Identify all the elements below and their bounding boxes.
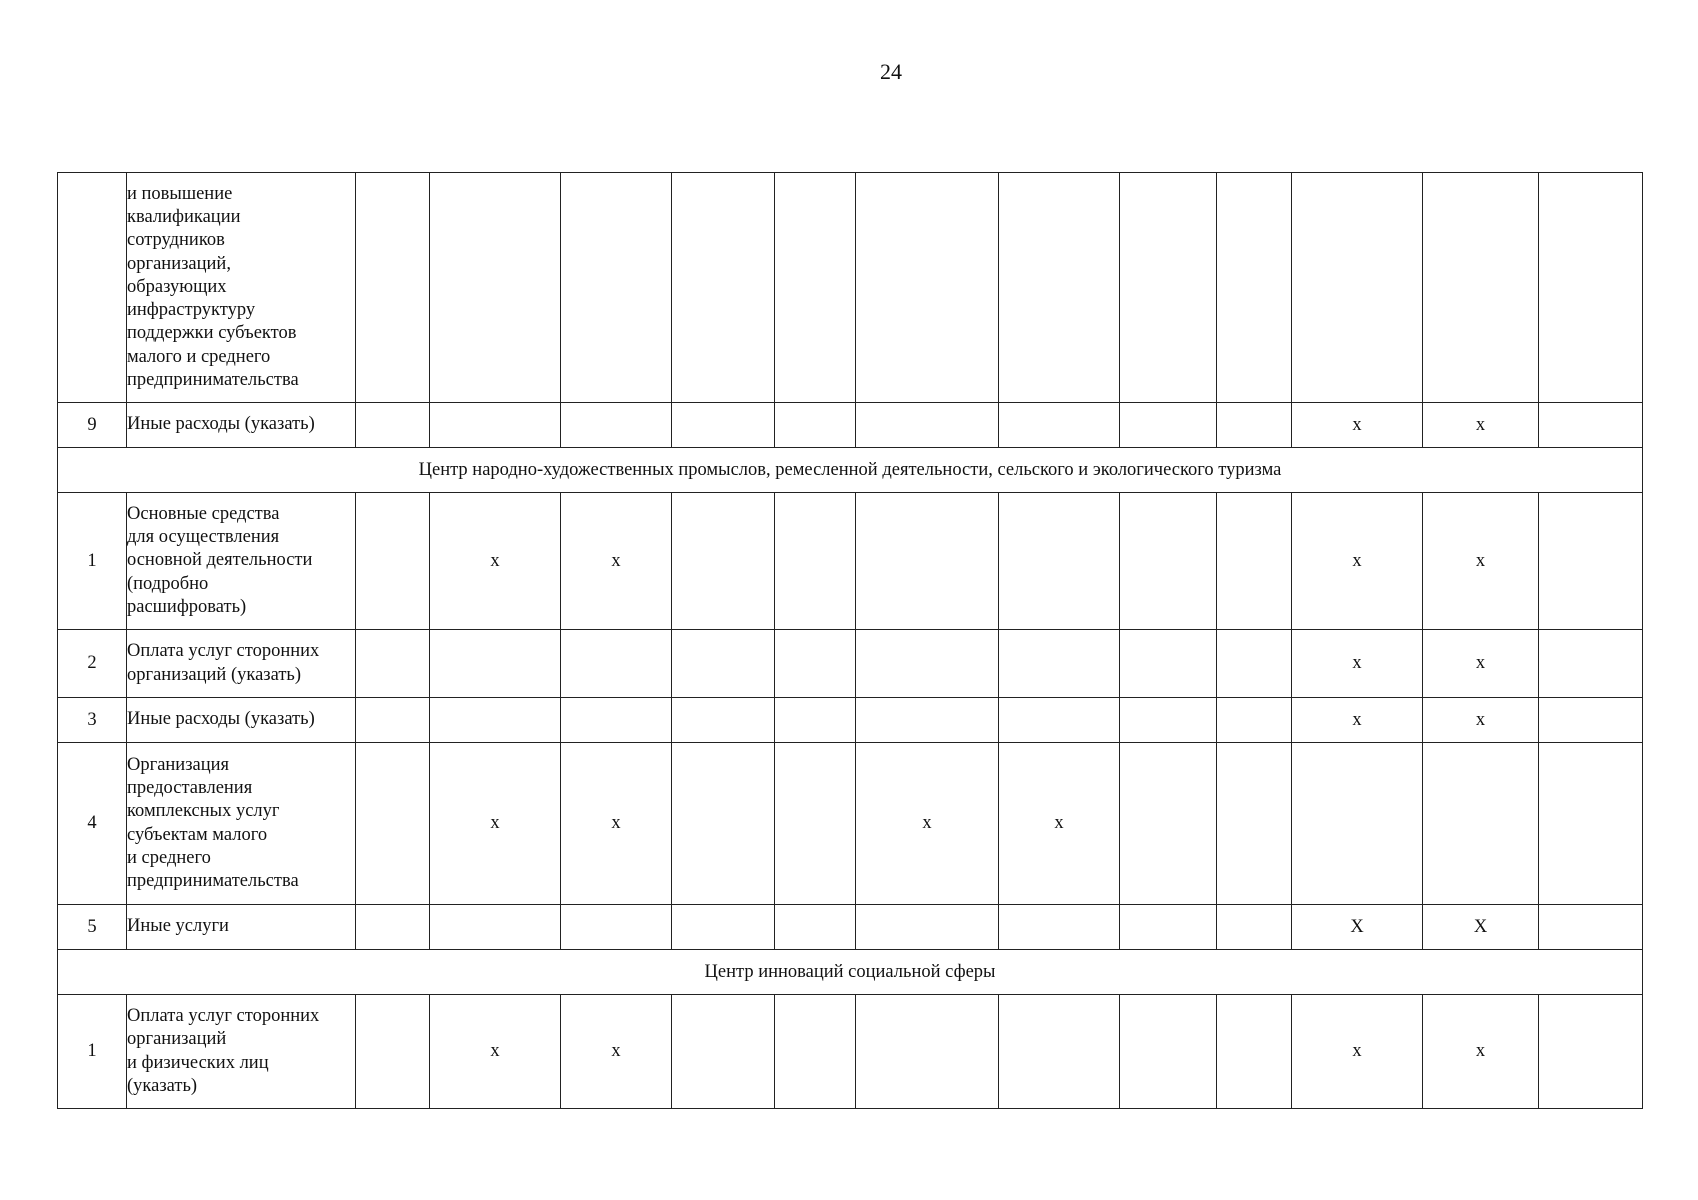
table-cell	[999, 403, 1120, 448]
table-cell: х	[1423, 630, 1539, 698]
table-cell	[1120, 743, 1217, 905]
table-cell	[356, 995, 430, 1109]
table-cell	[775, 403, 856, 448]
table-cell	[856, 630, 999, 698]
table-cell	[1423, 173, 1539, 403]
table-cell	[999, 995, 1120, 1109]
table-cell	[1217, 743, 1292, 905]
row-number: 9	[58, 403, 127, 448]
table-cell: х	[561, 995, 672, 1109]
table-cell: х	[1292, 698, 1423, 743]
table-cell: х	[1292, 493, 1423, 630]
table-cell: Х	[1292, 905, 1423, 950]
table-row	[58, 905, 1643, 950]
table-cell	[1120, 493, 1217, 630]
table-cell	[856, 698, 999, 743]
table-cell: х	[1423, 698, 1539, 743]
table-cell	[672, 743, 775, 905]
table-cell	[856, 995, 999, 1109]
row-name: Оплата услуг сторонних организаций (указать)	[127, 630, 356, 698]
section-title: Центр инноваций социальной сферы	[58, 950, 1643, 995]
table-cell	[672, 630, 775, 698]
table-cell: х	[1423, 995, 1539, 1109]
table-cell: х	[561, 493, 672, 630]
table-cell: х	[561, 743, 672, 905]
table-cell	[775, 630, 856, 698]
table-row	[58, 403, 1643, 448]
table-body	[58, 173, 1643, 1109]
table-cell: х	[999, 743, 1120, 905]
table-cell	[1217, 698, 1292, 743]
table-cell	[1217, 493, 1292, 630]
table-row	[58, 698, 1643, 743]
table-cell	[856, 905, 999, 950]
table-cell	[1120, 995, 1217, 1109]
table-cell: х	[1423, 493, 1539, 630]
table-cell	[1217, 995, 1292, 1109]
row-number: 2	[58, 630, 127, 698]
table-cell	[356, 403, 430, 448]
table-cell	[1539, 173, 1643, 403]
table-cell	[775, 995, 856, 1109]
table-cell	[1120, 630, 1217, 698]
table-cell	[1217, 173, 1292, 403]
table-cell	[1217, 905, 1292, 950]
table-row	[58, 493, 1643, 630]
table-cell: х	[430, 995, 561, 1109]
row-number: 3	[58, 698, 127, 743]
table-row	[58, 995, 1643, 1109]
row-name: Оплата услуг сторонних организаций и физических лиц (указать)	[127, 995, 356, 1109]
table-cell	[1539, 630, 1643, 698]
table-cell	[672, 493, 775, 630]
row-name: и повышение квалификации сотрудников организаций, образующих инфраструктуру поддержки субъектов малого и среднего предпринимательства	[127, 173, 356, 403]
table-cell	[430, 173, 561, 403]
table-cell	[999, 173, 1120, 403]
table-cell	[356, 630, 430, 698]
table-cell	[1539, 403, 1643, 448]
table-cell	[1423, 743, 1539, 905]
table-cell	[1539, 698, 1643, 743]
table-cell	[1539, 905, 1643, 950]
table-cell	[356, 698, 430, 743]
table-cell	[1120, 173, 1217, 403]
table-cell	[856, 403, 999, 448]
table-cell: х	[1292, 995, 1423, 1109]
table-cell	[356, 743, 430, 905]
table-cell	[672, 403, 775, 448]
row-name: Иные услуги	[127, 905, 356, 950]
table-cell	[856, 493, 999, 630]
page-number: 24	[880, 59, 902, 84]
table-cell	[561, 905, 672, 950]
table-cell: х	[1292, 630, 1423, 698]
row-name: Иные расходы (указать)	[127, 403, 356, 448]
table-cell: х	[430, 743, 561, 905]
table-cell	[775, 698, 856, 743]
table-cell: х	[1423, 403, 1539, 448]
table-cell	[430, 403, 561, 448]
table-cell	[775, 173, 856, 403]
table-cell	[1539, 743, 1643, 905]
table-cell	[561, 698, 672, 743]
table-cell	[1120, 698, 1217, 743]
table-cell	[1120, 905, 1217, 950]
table-cell	[1292, 743, 1423, 905]
table-cell: х	[1292, 403, 1423, 448]
table-cell	[672, 905, 775, 950]
table-cell: Х	[1423, 905, 1539, 950]
row-number: 1	[58, 493, 127, 630]
table-row	[58, 173, 1643, 403]
row-number: 5	[58, 905, 127, 950]
table-cell	[856, 173, 999, 403]
table-cell	[430, 698, 561, 743]
row-number: 1	[58, 995, 127, 1109]
table-cell: х	[430, 493, 561, 630]
section-row	[58, 448, 1643, 493]
table-cell	[672, 173, 775, 403]
section-row	[58, 950, 1643, 995]
table-cell	[1539, 493, 1643, 630]
table-row	[58, 743, 1643, 905]
table-cell	[1217, 630, 1292, 698]
table-cell: х	[856, 743, 999, 905]
section-title: Центр народно-художественных промыслов, ремесленной деятельности, сельского и экологического туризма	[58, 448, 1643, 493]
table-cell	[672, 995, 775, 1109]
table-cell	[1292, 173, 1423, 403]
row-number	[58, 173, 127, 403]
table-cell	[999, 630, 1120, 698]
table-cell	[775, 493, 856, 630]
table-cell	[430, 630, 561, 698]
table-cell	[356, 905, 430, 950]
table-cell	[999, 493, 1120, 630]
table-cell	[430, 905, 561, 950]
row-name: Организация предоставления комплексных услуг субъектам малого и среднего предпринимательства	[127, 743, 356, 905]
budget-table	[57, 172, 1643, 1109]
table-cell	[356, 493, 430, 630]
row-name: Иные расходы (указать)	[127, 698, 356, 743]
table-cell	[999, 698, 1120, 743]
table-cell	[561, 403, 672, 448]
table-cell	[1120, 403, 1217, 448]
row-name: Основные средства для осуществления основной деятельности (подробно расшифровать)	[127, 493, 356, 630]
row-number: 4	[58, 743, 127, 905]
table-cell	[672, 698, 775, 743]
table-cell	[1539, 995, 1643, 1109]
table-cell	[561, 173, 672, 403]
table-cell	[356, 173, 430, 403]
table-cell	[561, 630, 672, 698]
table-cell	[775, 743, 856, 905]
table-cell	[1217, 403, 1292, 448]
table-cell	[999, 905, 1120, 950]
table-cell	[775, 905, 856, 950]
table-row	[58, 630, 1643, 698]
